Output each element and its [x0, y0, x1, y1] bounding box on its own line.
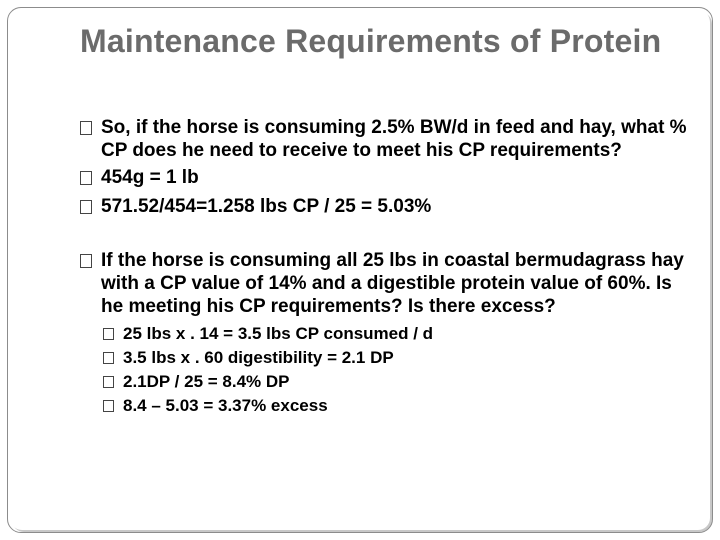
sub-bullet-item: [103, 322, 690, 346]
slide-body: [80, 116, 690, 418]
sub-bullet-text: 25 lbs x . 14 = 3.5 lbs CP consumed / d: [123, 324, 434, 343]
bullet-box-icon: [103, 328, 114, 340]
sub-bullet-item: [103, 346, 690, 370]
bullet-box-icon: [80, 200, 92, 214]
sub-bullet-text: 3.5 lbs x . 60 digestibility = 2.1 DP: [123, 348, 394, 367]
slide-title: Maintenance Requirements of Protein: [80, 23, 662, 59]
bullet-box-icon: [103, 376, 114, 388]
bullet-box-icon: [103, 400, 114, 412]
bullet-item: [80, 249, 690, 318]
bullet-item: [80, 166, 690, 189]
bullet-text: 571.52/454=1.258 lbs CP / 25 = 5.03%: [101, 196, 432, 217]
bullet-box-icon: [80, 254, 92, 268]
bullet-box-icon: [103, 352, 114, 364]
bullet-box-icon: [80, 121, 92, 135]
bullet-item: [80, 116, 690, 162]
sub-bullet-text: 2.1DP / 25 = 8.4% DP: [123, 372, 290, 391]
sub-bullet-item: [103, 370, 690, 394]
bullet-item: [80, 195, 690, 218]
bullet-text: If the horse is consuming all 25 lbs in coastal bermudagrass hay with a CP value of 14% and a digestible protein value of 60%. Is he meeting his CP requirements? Is there excess?: [101, 250, 684, 317]
bullet-text: 454g = 1 lb: [101, 167, 199, 188]
sub-bullet-item: [103, 394, 690, 418]
bullet-text: So, if the horse is consuming 2.5% BW/d in feed and hay, what % CP does he need to receive to meet his CP requirements?: [101, 117, 687, 161]
bullet-box-icon: [80, 171, 92, 185]
sub-bullet-text: 8.4 – 5.03 = 3.37% excess: [123, 396, 328, 415]
